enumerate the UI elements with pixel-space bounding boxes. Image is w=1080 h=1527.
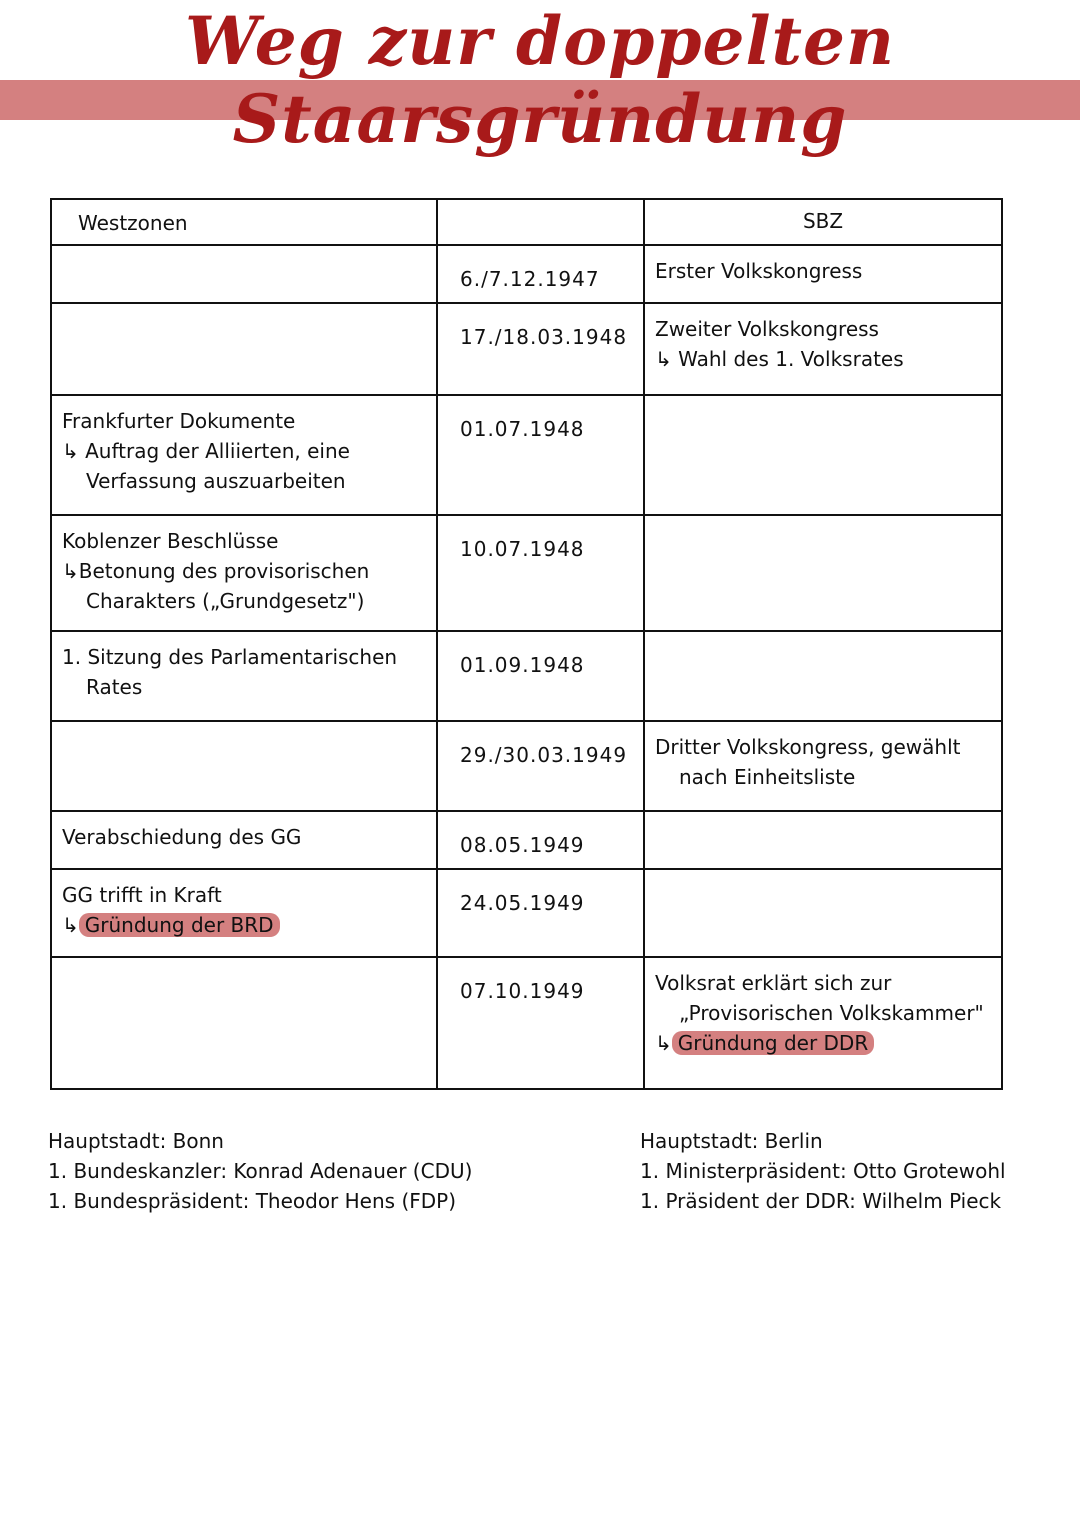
table-row [51,303,1002,395]
sbz-line: Dritter Volkskongress, gewählt [655,735,961,759]
west-cell [51,721,437,811]
table-row [51,957,1002,1089]
west-line [62,910,426,940]
event-date: 01.07.1948 [460,417,585,441]
date-cell [437,631,644,721]
sbz-line: Erster Volkskongress [655,259,863,283]
sbz-text [645,722,1001,792]
table-row [51,515,1002,631]
west-text [52,632,436,702]
header-sbz: SBZ [802,209,844,233]
west-text [52,246,436,256]
west-summary [48,1126,472,1216]
sbz-summary [640,1126,1006,1216]
sbz-line [655,1028,991,1058]
sbz-text [645,246,1001,286]
sbz-text [645,516,1001,526]
west-line: Frankfurter Dokumente [62,409,296,433]
header-date [438,200,643,210]
table-row [51,631,1002,721]
sbz-text [645,958,1001,1058]
timeline-table [50,198,1003,1090]
date-cell [437,395,644,515]
west-line: Verfassung auszuarbeiten [86,469,346,493]
west-chancellor: 1. Bundeskanzler: Konrad Adenauer (CDU) [48,1159,473,1183]
west-line: Verabschiedung des GG [62,825,302,849]
west-cell [51,303,437,395]
sbz-text [645,632,1001,642]
west-president: 1. Bundespräsident: Theodor Hens (FDP) [48,1189,457,1213]
west-cell [51,957,437,1089]
sbz-line: nach Einheitsliste [679,765,856,789]
sbz-president: 1. Präsident der DDR: Wilhelm Pieck [640,1189,1002,1213]
sbz-cell [644,957,1002,1089]
west-cell [51,631,437,721]
event-date: 07.10.1949 [460,979,585,1003]
table-row [51,395,1002,515]
date-cell [437,303,644,395]
west-line: Koblenzer Beschlüsse [62,529,279,553]
sbz-cell [644,245,1002,303]
event-date: 17./18.03.1948 [460,325,628,349]
header-sbz-cell [644,199,1002,245]
sbz-text [645,396,1001,406]
header-date-cell [437,199,644,245]
table-body [51,245,1002,1089]
date-cell [437,957,644,1089]
sbz-text [645,812,1001,822]
table-row [51,721,1002,811]
west-arrow: ↳ [62,913,79,937]
west-line: ↳ Auftrag der Alliierten, eine [62,439,350,463]
west-text [52,396,436,496]
west-cell [51,515,437,631]
west-line: Charakters („Grundgesetz") [86,589,365,613]
west-text [52,870,436,940]
sbz-text [645,304,1001,374]
page-title: Weg zur doppelten Staarsgründung [184,2,896,158]
sbz-prime-minister: 1. Ministerpräsident: Otto Grotewohl [640,1159,1006,1183]
date-cell [437,721,644,811]
west-cell [51,811,437,869]
west-line: 1. Sitzung des Parlamentarischen [62,645,398,669]
event-date: 10.07.1948 [460,537,585,561]
sbz-cell [644,631,1002,721]
table-row [51,811,1002,869]
sbz-capital: Hauptstadt: Berlin [640,1129,823,1153]
west-line: GG trifft in Kraft [62,883,222,907]
west-capital: Hauptstadt: Bonn [48,1129,224,1153]
event-date: 08.05.1949 [460,833,585,857]
west-cell [51,395,437,515]
west-text [52,812,436,852]
west-text [52,304,436,314]
sbz-cell [644,811,1002,869]
west-text [52,516,436,616]
sbz-line: Zweiter Volkskongress [655,317,879,341]
table-row [51,869,1002,957]
sbz-line: „Provisorischen Volkskammer" [679,1001,984,1025]
sbz-cell [644,395,1002,515]
sbz-cell [644,515,1002,631]
west-text [52,722,436,732]
west-line: Rates [86,675,143,699]
sbz-cell [644,303,1002,395]
highlight-founding: Gründung der DDR [672,1031,874,1055]
header-west-cell [51,199,437,245]
date-cell [437,515,644,631]
date-cell [437,245,644,303]
highlight-founding: Gründung der BRD [79,913,280,937]
west-cell [51,245,437,303]
sbz-line: ↳ Wahl des 1. Volksrates [655,347,904,371]
table-header-row [51,199,1002,245]
sbz-cell [644,869,1002,957]
event-date: 29./30.03.1949 [460,743,628,767]
sbz-arrow: ↳ [655,1031,672,1055]
event-date: 6./7.12.1947 [460,267,600,291]
sbz-text [645,870,1001,880]
sbz-cell [644,721,1002,811]
header-west: Westzonen [78,211,188,235]
event-date: 01.09.1948 [460,653,585,677]
event-date: 24.05.1949 [460,891,585,915]
table-row [51,245,1002,303]
date-cell [437,811,644,869]
date-cell [437,869,644,957]
west-text [52,958,436,968]
west-cell [51,869,437,957]
west-line: ↳Betonung des provisorischen [62,559,370,583]
sbz-line: Volksrat erklärt sich zur [655,971,892,995]
